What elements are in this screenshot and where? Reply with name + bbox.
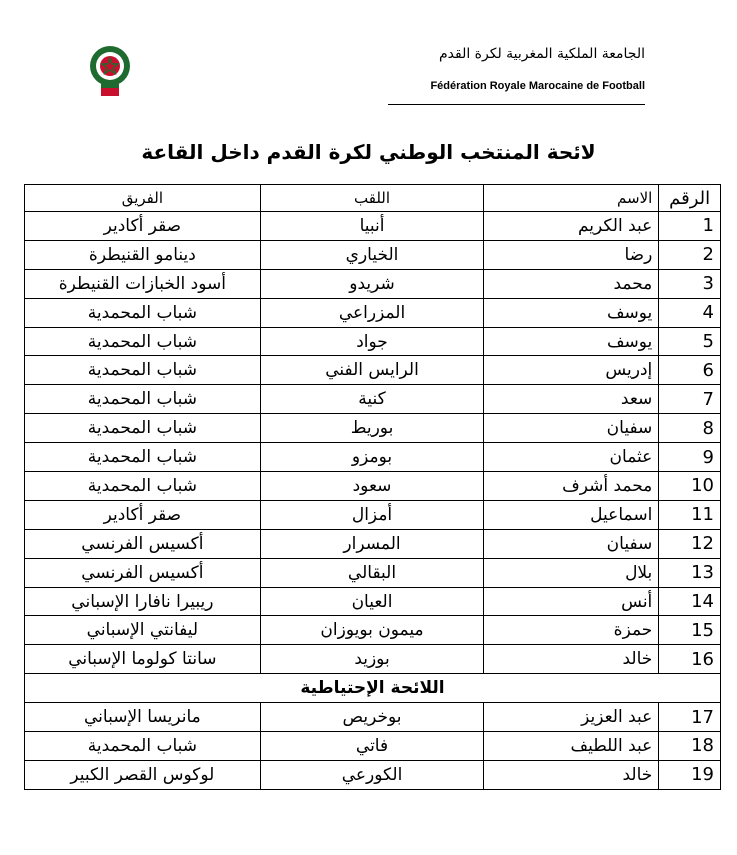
cell-number: 2 [659,240,721,269]
table-row [25,760,721,789]
table-row [25,732,721,761]
table-row [25,645,721,674]
cell-name: خالد [484,760,659,789]
table-header-row [25,185,721,212]
cell-surname: المسرار [260,529,484,558]
cell-number: 3 [659,269,721,298]
cell-surname: بوريط [260,414,484,443]
cell-team: مانريسا الإسباني [25,703,261,732]
cell-number: 15 [659,616,721,645]
reserve-section-label: اللائحة الإحتياطية [25,674,721,703]
cell-number: 19 [659,760,721,789]
header-name: الاسم [484,185,659,212]
table-row [25,558,721,587]
cell-team: شباب المحمدية [25,327,261,356]
header-team: الفريق [25,185,261,212]
cell-number: 18 [659,732,721,761]
table-row [25,587,721,616]
cell-surname: العيان [260,587,484,616]
table-row [25,327,721,356]
cell-surname: ميمون بويوزان [260,616,484,645]
cell-name: حمزة [484,616,659,645]
cell-team: أسود الخبازات القنيطرة [25,269,261,298]
cell-team: شباب المحمدية [25,443,261,472]
cell-team: سانتا كولوما الإسباني [25,645,261,674]
cell-name: محمد أشرف [484,472,659,501]
cell-number: 10 [659,472,721,501]
federation-name-french: Fédération Royale Marocaine de Football [430,80,645,92]
cell-name: يوسف [484,298,659,327]
cell-team: ليفانتي الإسباني [25,616,261,645]
cell-team: شباب المحمدية [25,414,261,443]
cell-surname: البقالي [260,558,484,587]
cell-name: عبد الكريم [484,212,659,241]
cell-name: بلال [484,558,659,587]
cell-surname: كنية [260,385,484,414]
cell-number: 7 [659,385,721,414]
table-row [25,414,721,443]
cell-number: 14 [659,587,721,616]
main-roster [25,212,721,674]
table-row [25,443,721,472]
table-row [25,356,721,385]
cell-surname: أمزال [260,500,484,529]
cell-team: شباب المحمدية [25,298,261,327]
squad-table [24,184,721,790]
cell-surname: الكورعي [260,760,484,789]
cell-team: لوكوس القصر الكبير [25,760,261,789]
table-row [25,269,721,298]
cell-number: 16 [659,645,721,674]
cell-team: أكسيس الفرنسي [25,529,261,558]
page-title: لائحة المنتخب الوطني لكرة القدم داخل القاعة [141,140,596,164]
cell-team: صقر أكادير [25,500,261,529]
cell-surname: بومزو [260,443,484,472]
cell-surname: بوزيد [260,645,484,674]
cell-number: 1 [659,212,721,241]
cell-surname: الرايس الفني [260,356,484,385]
cell-number: 13 [659,558,721,587]
cell-surname: بوخريص [260,703,484,732]
table-row [25,703,721,732]
cell-team: ريبيرا نافارا الإسباني [25,587,261,616]
federation-name-arabic: الجامعة الملكية المغربية لكرة القدم [438,46,645,62]
table-row [25,472,721,501]
table-row [25,500,721,529]
cell-surname: أنبيا [260,212,484,241]
cell-name: إدريس [484,356,659,385]
cell-team: صقر أكادير [25,212,261,241]
header-surname: اللقب [260,185,484,212]
table-row [25,385,721,414]
cell-number: 6 [659,356,721,385]
header-number: الرقم [659,185,721,212]
cell-team: شباب المحمدية [25,732,261,761]
table-row [25,212,721,241]
cell-surname: الخياري [260,240,484,269]
table-row [25,298,721,327]
table-row [25,240,721,269]
cell-number: 17 [659,703,721,732]
cell-name: يوسف [484,327,659,356]
table-row [25,529,721,558]
cell-number: 5 [659,327,721,356]
table-row [25,616,721,645]
cell-name: عبد اللطيف [484,732,659,761]
cell-name: اسماعيل [484,500,659,529]
cell-surname: فاتي [260,732,484,761]
cell-team: أكسيس الفرنسي [25,558,261,587]
cell-team: دينامو القنيطرة [25,240,261,269]
cell-name: رضا [484,240,659,269]
cell-name: أنس [484,587,659,616]
reserve-section-row [25,674,721,703]
cell-name: سفيان [484,414,659,443]
cell-name: خالد [484,645,659,674]
cell-surname: المزراعي [260,298,484,327]
cell-number: 8 [659,414,721,443]
cell-name: عثمان [484,443,659,472]
cell-number: 12 [659,529,721,558]
cell-number: 4 [659,298,721,327]
cell-team: شباب المحمدية [25,356,261,385]
cell-name: عبد العزيز [484,703,659,732]
cell-name: محمد [484,269,659,298]
reserve-roster [25,703,721,790]
header-divider [388,104,645,105]
cell-team: شباب المحمدية [25,385,261,414]
cell-number: 11 [659,500,721,529]
cell-surname: سعود [260,472,484,501]
cell-surname: جواد [260,327,484,356]
cell-number: 9 [659,443,721,472]
cell-surname: شريدو [260,269,484,298]
cell-name: سفيان [484,529,659,558]
cell-name: سعد [484,385,659,414]
cell-team: شباب المحمدية [25,472,261,501]
frmf-crest-icon [88,44,132,98]
